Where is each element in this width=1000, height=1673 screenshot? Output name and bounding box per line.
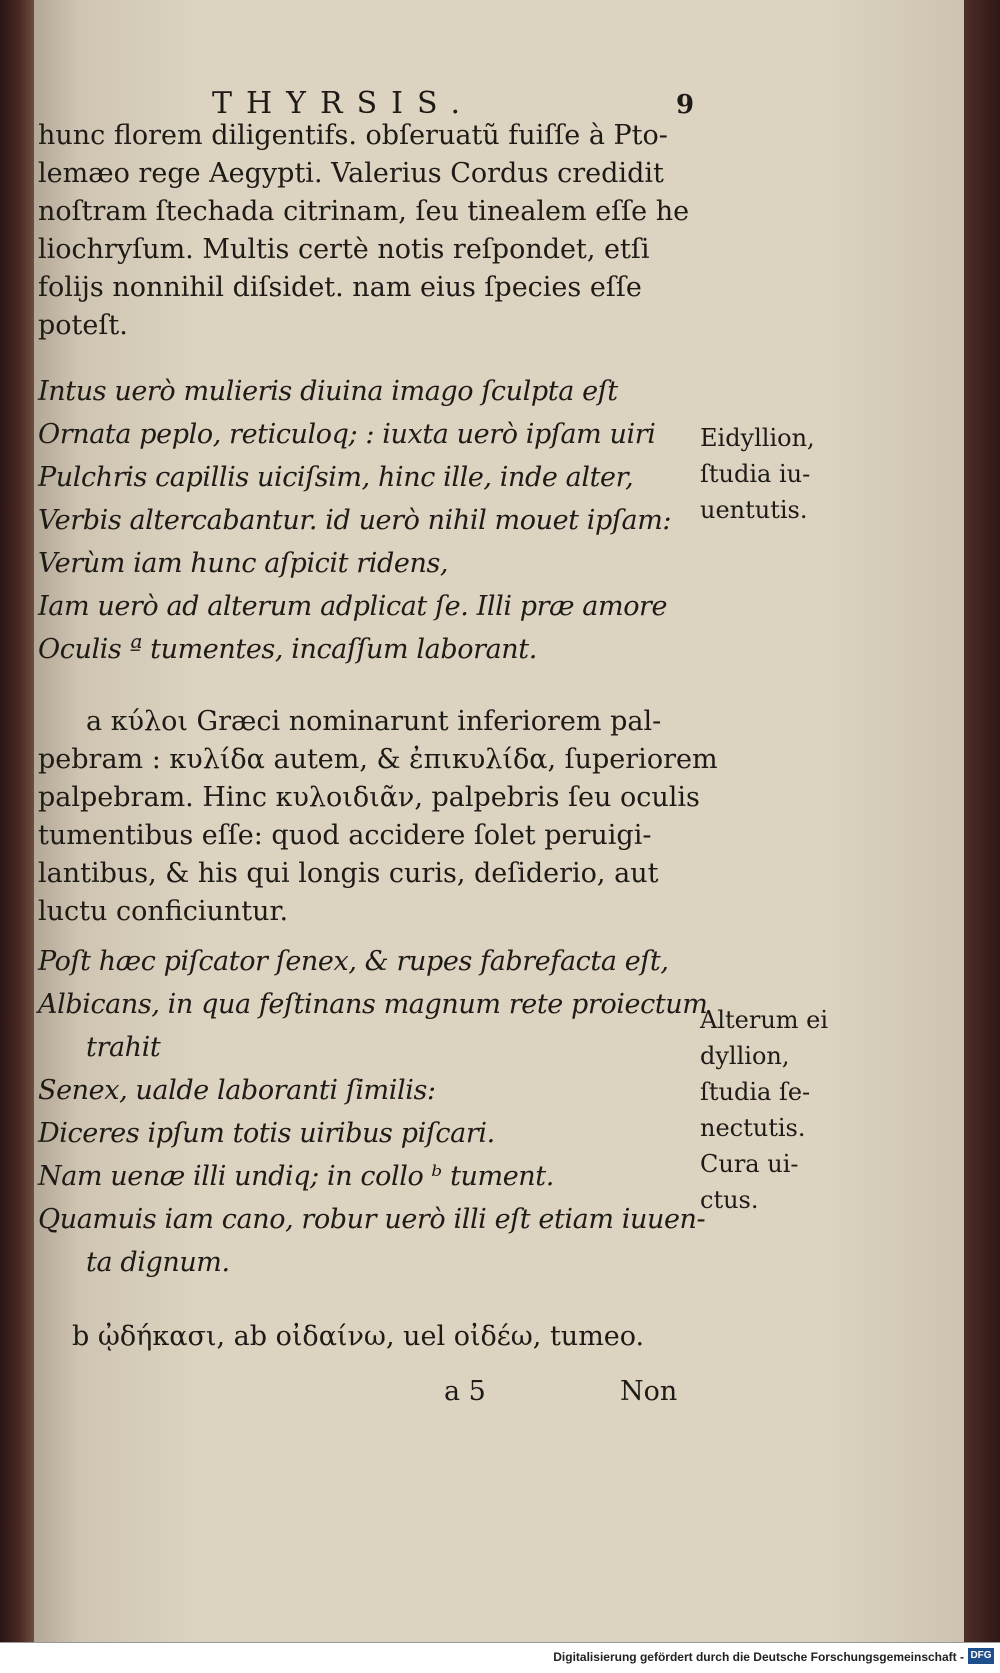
- dfg-logo-icon: DFG: [968, 1648, 994, 1664]
- margin-line: nectutis.: [700, 1114, 806, 1142]
- margin-line: ſtudia ſe-: [700, 1078, 811, 1106]
- text-line: liochryſum. Multis certè notis reſpondet, etſi: [38, 234, 650, 265]
- margin-line: Alterum ei: [700, 1006, 829, 1034]
- text-line: noſtram ſtechada citrinam, ſeu tinealem eſſe he: [38, 196, 690, 227]
- page-number: 9: [676, 90, 695, 120]
- verse-line: Diceres ipſum totis uiribus piſcari.: [38, 1118, 495, 1149]
- text-line: luctu conficiuntur.: [38, 896, 289, 927]
- margin-note-1: [700, 420, 850, 528]
- scan-edge-right: [964, 0, 1000, 1672]
- footnote-text: κύλοι Græci nominarunt inferiorem pal-: [110, 706, 662, 737]
- verse-line: trahit: [86, 1032, 161, 1063]
- text-line: lemæo rege Aegypti. Valerius Cordus credidit: [38, 158, 664, 189]
- scan-edge-left: [0, 0, 34, 1672]
- prose-paragraph: [38, 117, 698, 345]
- verse-line: Iam uerò ad alterum adplicat ſe. Illi præ amore: [38, 591, 668, 622]
- margin-line: ſtudia iu-: [700, 460, 811, 488]
- verse-line: ta dignum.: [86, 1247, 230, 1278]
- verse-line: Verùm iam hunc aſpicit ridens,: [38, 548, 449, 579]
- text-line: folijs nonnihil diſsidet. nam eius ſpecies eſſe: [38, 272, 642, 303]
- verse-line: Nam uenæ illi undiq; in collo ᵇ tument.: [38, 1161, 554, 1192]
- verse-line: Pulchris capillis uiciſsim, hinc ille, inde alter,: [38, 462, 634, 493]
- margin-line: Cura ui-: [700, 1150, 799, 1178]
- footnote-text: ᾠδήκασι, ab οἰδαίνω, uel οἰδέω, tumeo.: [97, 1321, 645, 1352]
- verse-line: Ornata peplo, reticuloq; : iuxta uerò ipſam uiri: [38, 419, 656, 450]
- footer-credit: Digitalisierung gefördert durch die Deutsche Forschungsgemeinschaft -: [553, 1650, 964, 1664]
- verse-line: Albicans, in qua feſtinans magnum rete proiectum: [38, 989, 708, 1020]
- footnote-a: [38, 703, 718, 931]
- text-line: poteſt.: [38, 310, 128, 341]
- footnote-b: [38, 1318, 698, 1356]
- verse-line: Poſt hæc piſcator ſenex, & rupes fabrefacta eſt,: [38, 946, 669, 977]
- book-page: [34, 0, 964, 1642]
- verse-line: Intus uerò mulieris diuina imago ſculpta eſt: [38, 376, 618, 407]
- margin-note-2: [700, 1002, 850, 1218]
- text-line: pebram : κυλίδα autem, & ἐπικυλίδα, ſuperiorem: [38, 744, 718, 775]
- digitization-footer: [0, 1642, 1000, 1673]
- signature-mark: a 5: [444, 1376, 486, 1407]
- footnote-letter: a: [86, 706, 103, 737]
- text-line: [38, 1318, 698, 1356]
- verse-line: Oculis ª tumentes, incaſſum laborant.: [38, 634, 537, 665]
- margin-line: Eidyllion,: [700, 424, 815, 452]
- text-line: lantibus, & his qui longis curis, deſiderio, aut: [38, 858, 659, 889]
- margin-line: dyllion,: [700, 1042, 790, 1070]
- text-line: palpebram. Hinc κυλοιδιᾶν, palpebris ſeu oculis: [38, 782, 700, 813]
- verse-passage-1: [38, 370, 698, 671]
- verse-line: Senex, ualde laboranti ſimilis:: [38, 1075, 436, 1106]
- text-line: tumentibus eſſe: quod accidere ſolet peruigi-: [38, 820, 652, 851]
- footnote-letter: b: [72, 1321, 90, 1352]
- verse-line: Quamuis iam cano, robur uerò illi eſt etiam iuuen-: [38, 1204, 706, 1235]
- margin-line: uentutis.: [700, 496, 808, 524]
- verse-passage-2: [38, 940, 708, 1284]
- margin-line: ctus.: [700, 1186, 759, 1214]
- running-head: THYRSIS.: [212, 86, 474, 121]
- verse-line: Verbis altercabantur. id uerò nihil mouet ipſam:: [38, 505, 672, 536]
- text-line: hunc florem diligentifs. obſeruatũ fuiſſe à Pto-: [38, 120, 668, 151]
- catchword: Non: [620, 1376, 678, 1407]
- text-line: [38, 703, 698, 741]
